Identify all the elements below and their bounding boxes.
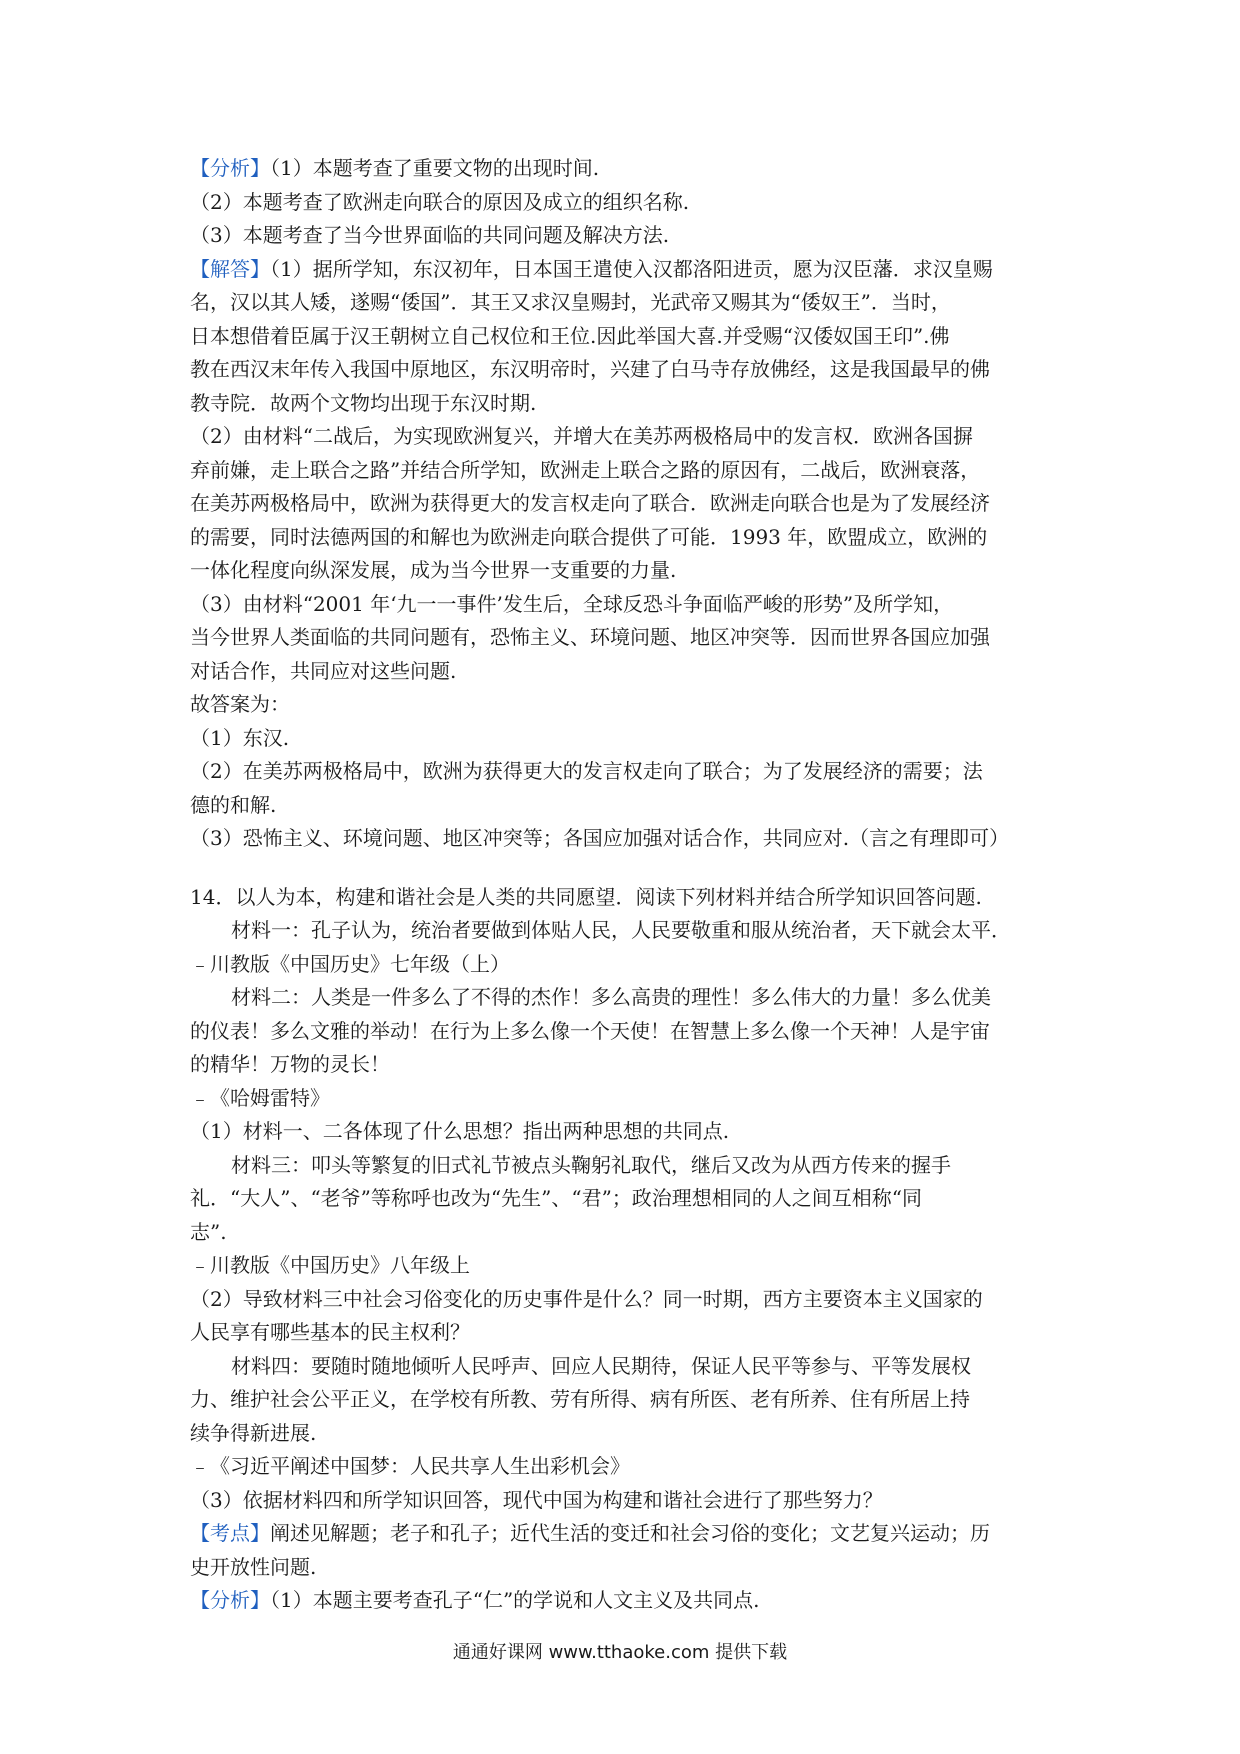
text-line: [190, 1450, 1060, 1484]
text-line: [190, 1048, 1060, 1082]
text-line: [190, 1216, 1060, 1250]
text-line: [190, 1417, 1060, 1451]
line-text: （2）由材料“二战后，为实现欧洲复兴，并增大在美苏两极格局中的发言权．欧洲各国摒: [190, 424, 973, 448]
line-text: （2）导致材料三中社会习俗变化的历史事件是什么？同一时期，西方主要资本主义国家的: [190, 1286, 983, 1311]
line-text: 教在西汉末年传入我国中原地区，东汉明帝时，兴建了白马寺存放佛经，这是我国最早的佛: [190, 357, 990, 381]
text-line: [190, 152, 1060, 186]
line-text: （3）本题考查了当今世界面临的共同问题及解决方法.: [190, 223, 670, 247]
line-text: 人民享有哪些基本的民主权利？: [190, 1320, 470, 1344]
line-text: 在美苏两极格局中，欧洲为获得更大的发言权走向了联合．欧洲走向联合也是为了发展经济: [190, 491, 990, 515]
text-line: [190, 286, 1060, 320]
line-text: （3）依据材料四和所学知识回答，现代中国为构建和谐社会进行了那些努力？: [190, 1487, 883, 1512]
text-line: [190, 789, 1060, 823]
line-text: ﹣川教版《中国历史》八年级上: [190, 1253, 470, 1277]
text-line: [190, 186, 1060, 220]
line-text: 材料二：人类是一件多么了不得的杰作！多么高贵的理性！多么伟大的力量！多么优美: [231, 985, 991, 1009]
section-tag: 【分析】: [190, 156, 270, 180]
line-text: 故答案为：: [190, 692, 290, 716]
text-line: [190, 588, 1060, 622]
text-line: [190, 1283, 1060, 1317]
text-line: [190, 1316, 1060, 1350]
paragraph-gap: [190, 856, 1060, 881]
line-text: 弃前嫌，走上联合之路”并结合所学知，欧洲走上联合之路的原因有，二战后，欧洲衰落，: [190, 457, 981, 482]
text-line: [190, 1383, 1060, 1417]
text-line: [190, 1249, 1060, 1283]
text-line: [190, 353, 1060, 387]
line-text: 志”.: [190, 1219, 227, 1244]
text-line: [190, 1115, 1060, 1149]
text-line: [190, 981, 1060, 1015]
text-line: [190, 521, 1060, 555]
line-text: ﹣川教版《中国历史》七年级（上）: [190, 951, 510, 976]
document-body: [190, 152, 1060, 1618]
text-line: [190, 1584, 1060, 1618]
line-text: （3）由材料“2001 年‘九一一事件’发生后，全球反恐斗争面临严峻的形势”及所学知，: [190, 591, 954, 616]
line-text: ﹣《习近平阐述中国梦：人民共享人生出彩机会》: [190, 1454, 630, 1478]
text-line: [190, 1015, 1060, 1049]
line-text: （1）本题主要考查孔子“仁”的学说和人文主义及共同点.: [270, 1588, 760, 1612]
line-text: 教寺院．故两个文物均出现于东汉时期.: [190, 390, 537, 415]
text-line: [190, 881, 1060, 915]
text-line: [190, 554, 1060, 588]
text-line: [190, 1350, 1060, 1384]
line-text: （1）据所学知，东汉初年，日本国王遣使入汉都洛阳进贡，愿为汉臣藩．求汉皇赐: [270, 256, 993, 281]
line-text: （1）东汉.: [190, 725, 290, 750]
text-line: [190, 655, 1060, 689]
line-text: 当今世界人类面临的共同问题有，恐怖主义、环境问题、地区冲突等．因而世界各国应加强: [190, 625, 990, 649]
line-text: 对话合作，共同应对这些问题.: [190, 658, 457, 683]
text-line: [190, 948, 1060, 982]
section-tag: 【解答】: [190, 256, 270, 281]
line-text: 力、维护社会公平正义，在学校有所教、劳有所得、病有所医、老有所养、住有所居上持: [190, 1387, 970, 1411]
line-text: 一体化程度向纵深发展，成为当今世界一支重要的力量.: [190, 558, 677, 582]
line-text: 的仪表！多么文雅的举动！在行为上多么像一个天使！在智慧上多么像一个天神！人是宇宙: [190, 1018, 990, 1043]
text-line: [190, 1149, 1060, 1183]
line-text: ﹣《哈姆雷特》: [190, 1085, 330, 1110]
line-text: 的精华！万物的灵长！: [190, 1052, 390, 1076]
text-line: [190, 621, 1060, 655]
text-line: [190, 1551, 1060, 1585]
line-text: 礼．“大人”、“老爷”等称呼也改为“先生”、“君”；政治理想相同的人之间互相称“同: [190, 1186, 923, 1210]
line-text: 材料三：叩头等繁复的旧式礼节被点头鞠躬礼取代，继后又改为从西方传来的握手: [231, 1152, 951, 1177]
text-line: [190, 1082, 1060, 1116]
text-line: [190, 1484, 1060, 1518]
line-text: 阐述见解题；老子和孔子；近代生活的变迁和社会习俗的变化；文艺复兴运动；历: [270, 1521, 990, 1545]
line-text: （2）在美苏两极格局中，欧洲为获得更大的发言权走向了联合；为了发展经济的需要；法: [190, 759, 983, 783]
line-text: （2）本题考查了欧洲走向联合的原因及成立的组织名称.: [190, 189, 690, 214]
line-text: 德的和解.: [190, 792, 277, 817]
section-tag: 【考点】: [190, 1521, 270, 1545]
line-text: 材料一：孔子认为，统治者要做到体贴人民，人民要敬重和服从统治者，天下就会太平．: [231, 918, 1011, 942]
text-line: [190, 722, 1060, 756]
line-text: 材料四：要随时随地倾听人民呼声、回应人民期待，保证人民平等参与、平等发展权: [231, 1353, 971, 1378]
text-line: [190, 688, 1060, 722]
text-line: [190, 420, 1060, 454]
line-text: 14．以人为本，构建和谐社会是人类的共同愿望．阅读下列材料并结合所学知识回答问题.: [190, 884, 982, 909]
section-tag: 【分析】: [190, 1588, 270, 1612]
text-line: [190, 914, 1060, 948]
line-text: （3）恐怖主义、环境问题、地区冲突等；各国应加强对话合作，共同应对.（言之有理即可）: [190, 826, 1010, 850]
line-text: 的需要，同时法德两国的和解也为欧洲走向联合提供了可能．1993 年，欧盟成立，欧洲的: [190, 524, 988, 549]
line-text: 日本想借着臣属于汉王朝树立自己权位和王位.因此举国大喜.并受赐“汉倭奴国王印”.佛: [190, 323, 950, 348]
text-line: [190, 1182, 1060, 1216]
line-text: 史开放性问题.: [190, 1554, 317, 1579]
text-line: [190, 755, 1060, 789]
text-line: [190, 219, 1060, 253]
text-line: [190, 487, 1060, 521]
text-line: [190, 320, 1060, 354]
page-footer: 通通好课网 www.tthaoke.com 提供下载: [452, 1642, 788, 1663]
line-text: （1）本题考查了重要文物的出现时间.: [270, 156, 600, 180]
text-line: [190, 454, 1060, 488]
line-text: （1）材料一、二各体现了什么思想？指出两种思想的共同点.: [190, 1119, 730, 1143]
text-line: [190, 822, 1060, 856]
line-text: 续争得新进展.: [190, 1420, 317, 1445]
text-line: [190, 253, 1060, 287]
text-line: [190, 387, 1060, 421]
line-text: 名，汉以其人矮，遂赐“倭国”．其王又求汉皇赐封，光武帝又赐其为“倭奴王”．当时，: [190, 290, 951, 314]
text-line: [190, 1517, 1060, 1551]
